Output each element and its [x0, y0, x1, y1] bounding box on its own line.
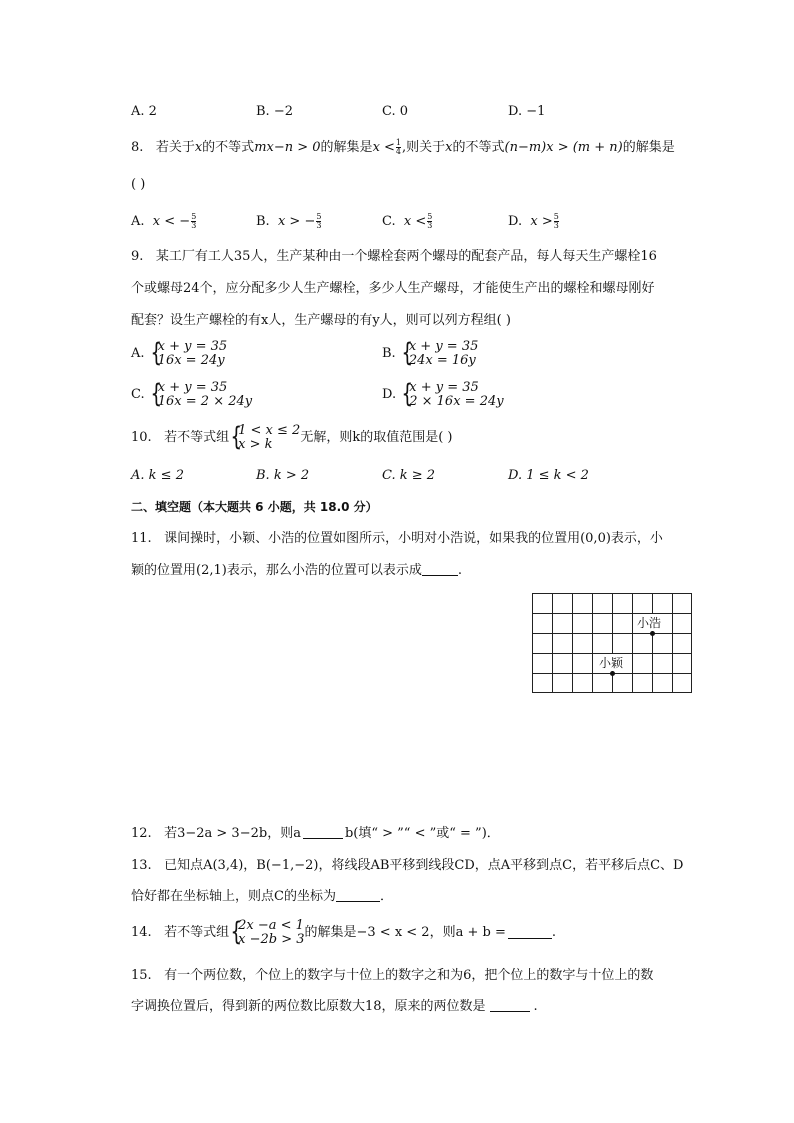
q8-option-d: D. x > $\frac{5}{3}$	[508, 212, 559, 230]
q8-text: ,则关于	[402, 140, 446, 155]
position-grid	[532, 593, 693, 698]
q8-solution: x <	[372, 140, 395, 155]
answer-blank[interactable]	[490, 998, 530, 1012]
q8-option-c: C. x < $\frac{5}{3}$	[382, 212, 433, 230]
q15-stem-line1: 15. 有一个两位数，个位上的数字与十位上的数字之和为6，把个位上的数字与十位上的数	[131, 968, 654, 983]
answer-blank[interactable]	[303, 825, 343, 839]
q8-number: 8.	[131, 140, 144, 155]
q8-text: 的不等式	[452, 140, 505, 155]
answer-blank[interactable]	[508, 925, 552, 939]
q9-option-a: A. { x + y = 35 16x = 24y	[131, 340, 227, 368]
grid-svg	[532, 593, 693, 694]
q9-stem-line3: 配套？设生产螺栓的有x人，生产螺母的有y人，则可以列方程组( )	[131, 313, 511, 328]
q8-var: x	[194, 140, 203, 155]
q7-option-a: A. 2	[131, 104, 157, 119]
q11-stem-line2: 颖的位置用(2,1)表示，那么小浩的位置可以表示成 .	[131, 563, 462, 578]
q8-text: 的不等式	[202, 140, 255, 155]
q9-option-d: D. { x + y = 35 2 × 16x = 24y	[382, 381, 504, 409]
q8-text: 的解集是	[320, 140, 373, 155]
q11-stem-line1: 11. 课间操时，小颖、小浩的位置如图所示，小明对小浩说，如果我的位置用(0,0)表示，小	[131, 531, 663, 546]
q10-option-a: A. k ≤ 2	[131, 468, 184, 483]
q8-inequality: (n−m)x > (m + n)	[504, 140, 623, 155]
q8-option-a: A. x < − $\frac{5}{3}$	[131, 212, 197, 230]
q7-option-b: B. −2	[256, 104, 293, 119]
q8-var: x	[445, 140, 453, 155]
q8-option-b: B. x > − $\frac{5}{3}$	[256, 212, 322, 230]
q7-option-d: D. −1	[508, 104, 546, 119]
q9-stem-line2: 个或螺母24个，应分配多少人生产螺栓，多少人生产螺母，才能使生产出的螺栓和螺母刚好	[131, 281, 655, 296]
q9-option-b: B. { x + y = 35 24x = 16y	[382, 340, 478, 368]
xiaohao-point	[650, 631, 655, 636]
q8-text: 若关于	[155, 140, 195, 155]
q10-option-c: C. k ≥ 2	[382, 468, 436, 483]
q8-text: 的解集是	[622, 140, 675, 155]
q8-paren: ( )	[131, 177, 146, 192]
q9-stem-line1: 9. 某工厂有工人35人，生产某种由一个螺栓套两个螺母的配套产品，每人每天生产螺栓16	[131, 249, 657, 264]
xiaoying-label: 小颖	[599, 656, 624, 670]
q7-option-c: C. 0	[382, 104, 409, 119]
q8-stem	[131, 139, 675, 157]
q8-fraction: $\frac{1}{4}$	[395, 138, 402, 156]
q10-stem: 10. 若不等式组 { 1 < x ≤ 2 x > k 无解，则k的取值范围是( )	[131, 424, 452, 452]
xiaohao-label: 小浩	[637, 616, 662, 630]
q12-stem: 12. 若3−2a > 3−2b，则a b(填“ > ”“ < ”或“ = ”)．	[131, 826, 500, 841]
q13-stem-line2: 恰好都在坐标轴上，则点C的坐标为 ．	[131, 889, 393, 904]
q8-inequality: mx−n > 0	[254, 140, 321, 155]
q10-option-b: B. k > 2	[256, 468, 310, 483]
q9-option-c: C. { x + y = 35 16x = 2 × 24y	[131, 381, 252, 409]
answer-blank[interactable]	[336, 888, 380, 902]
q10-option-d: D. 1 ≤ k < 2	[508, 468, 589, 483]
xiaoying-point	[610, 671, 615, 676]
q14-stem: 14. 若不等式组 { 2x −a < 1 x −2b > 3 的解集是−3 < x < 2，则a + b = .	[131, 919, 556, 947]
section-title: 二、填空题（本大题共 6 小题，共 18.0 分）	[131, 500, 378, 514]
answer-blank[interactable]	[422, 562, 458, 576]
q13-stem-line1: 13. 已知点A(3,4)，B(−1,−2)，将线段AB平移到线段CD，点A平移到点C，若平移后点C、D	[131, 858, 684, 873]
q15-stem-line2: 字调换位置后，得到新的两位数比原数大18，原来的两位数是 .	[131, 999, 538, 1014]
